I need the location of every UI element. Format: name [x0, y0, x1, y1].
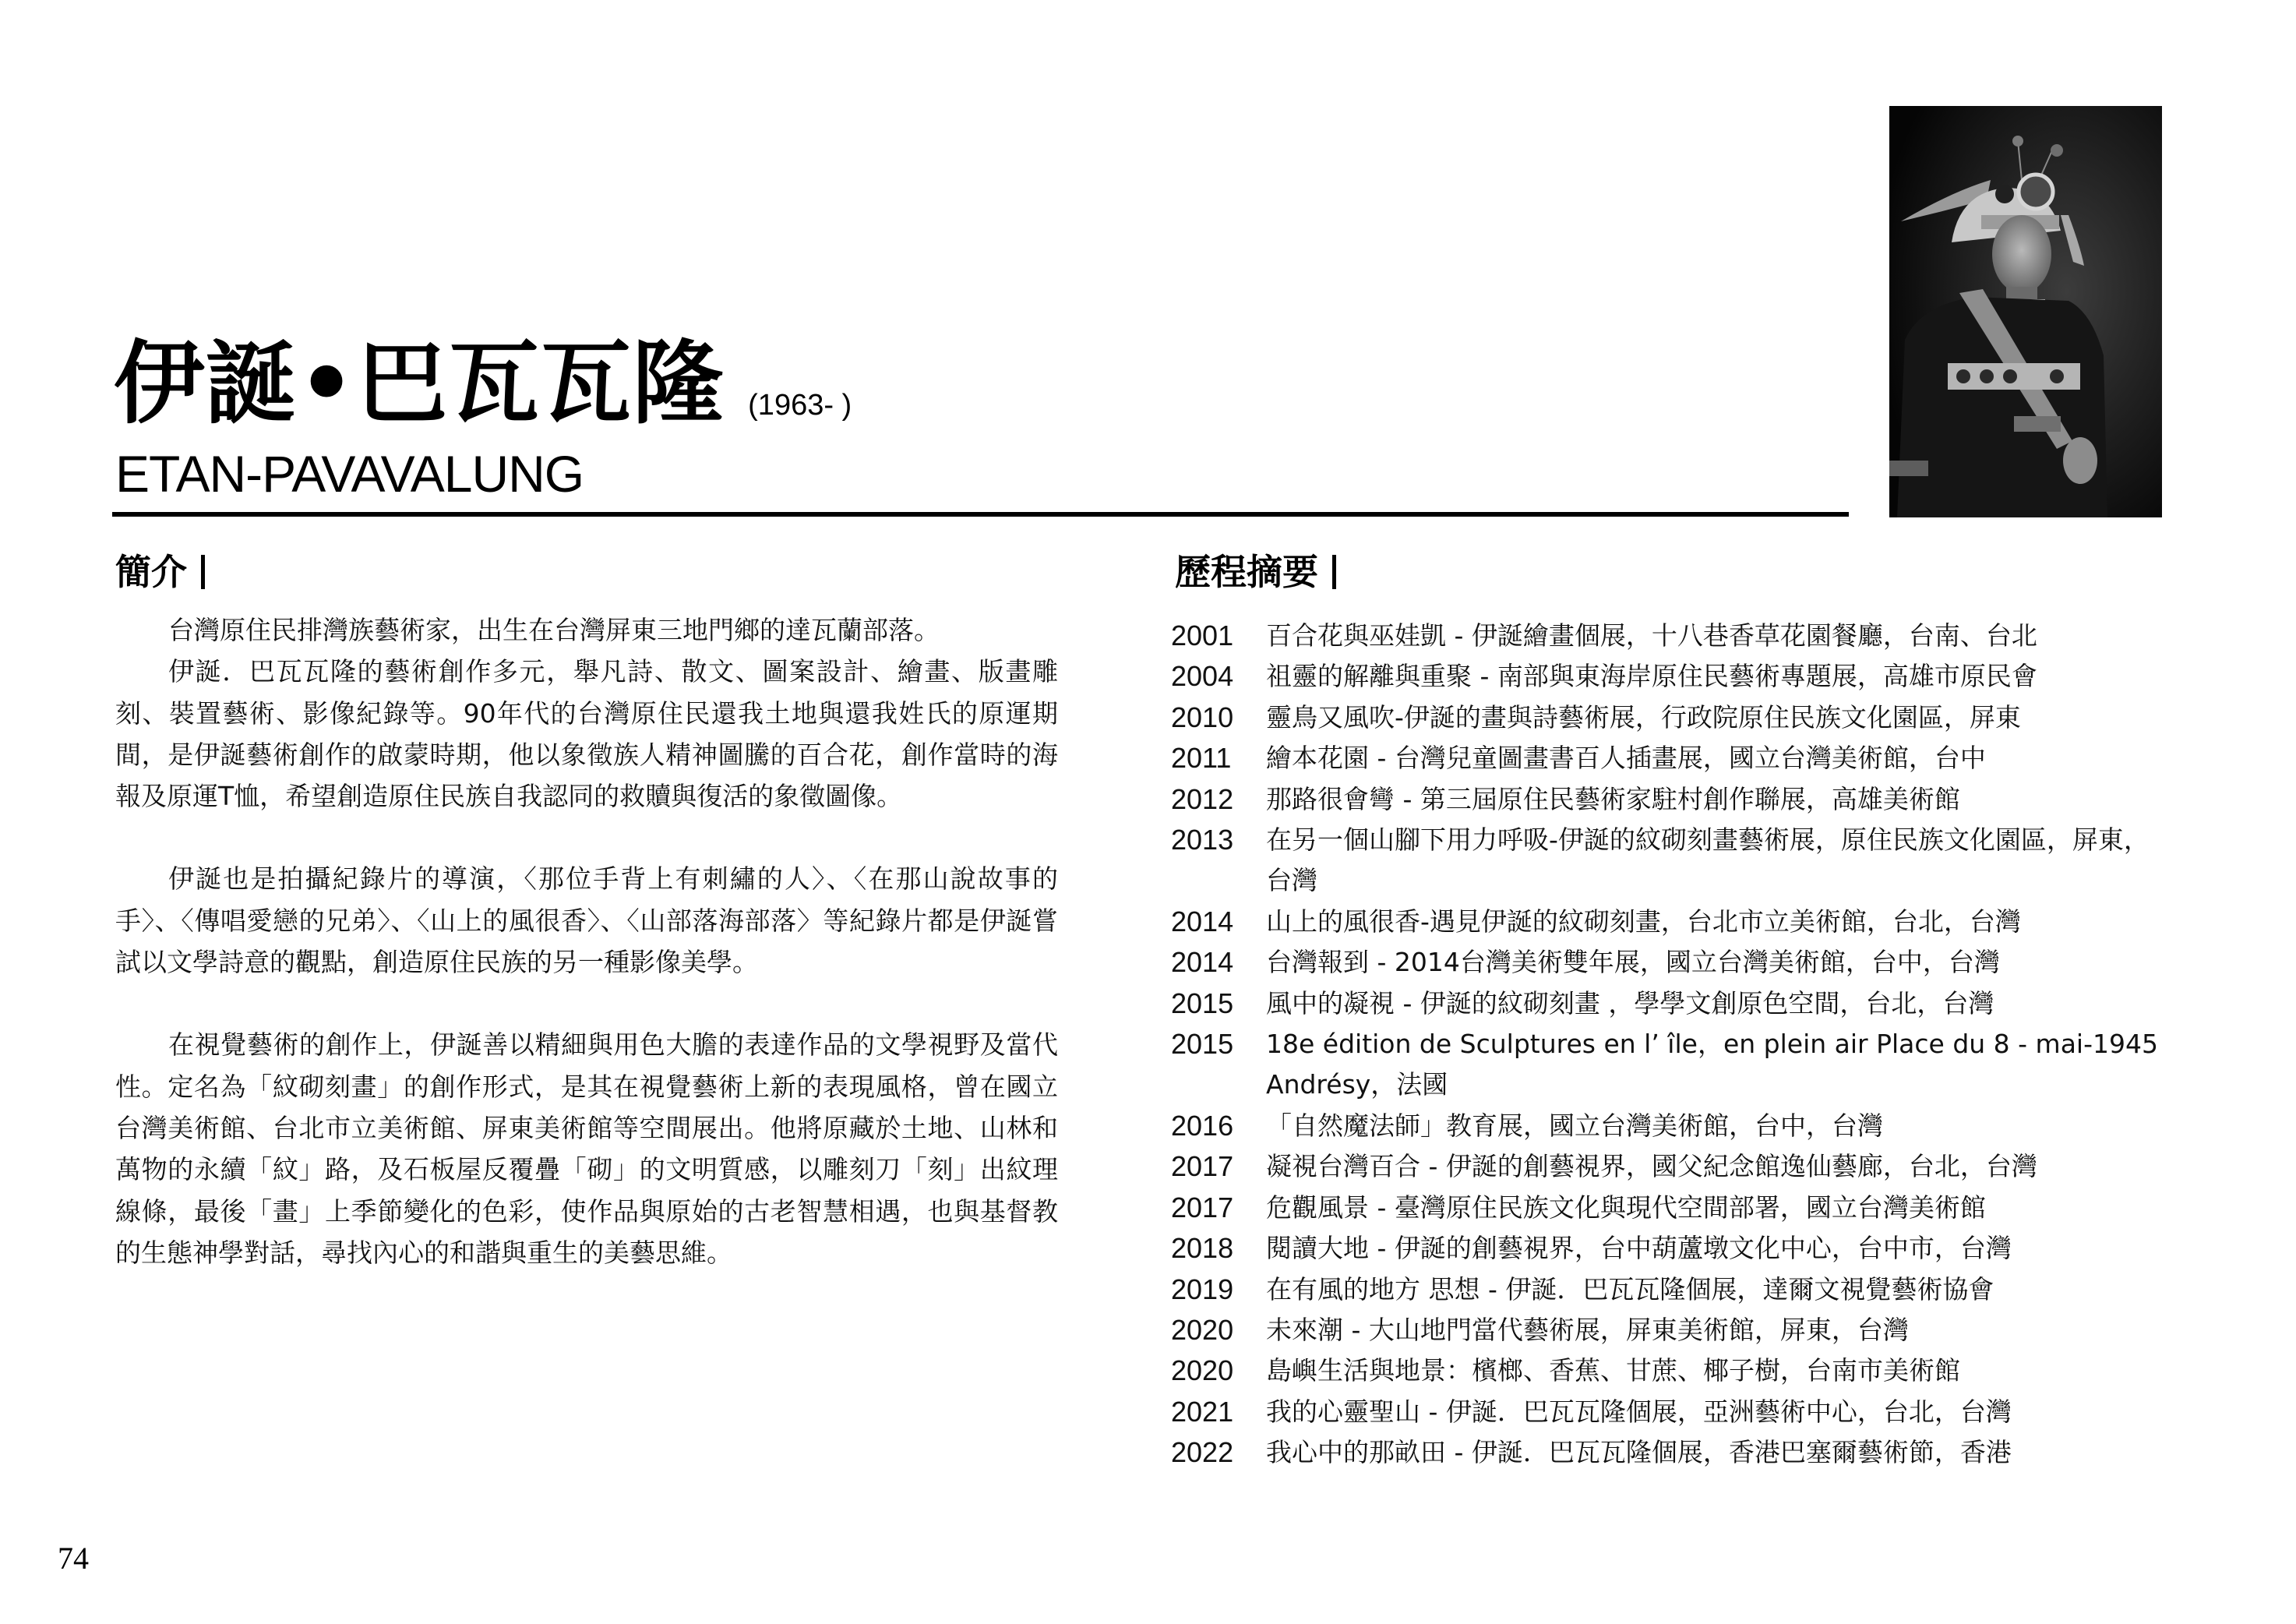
page-number: 74 [58, 1541, 89, 1576]
timeline-year: 2019 [1171, 1273, 1234, 1305]
title-divider [112, 512, 1849, 517]
timeline-entry [1171, 1106, 2160, 1146]
intro-heading [115, 550, 205, 594]
timeline-year: 2020 [1171, 1313, 1234, 1346]
timeline-entry [1171, 820, 2160, 902]
history-heading [1175, 550, 1336, 594]
heading-bar-decoration [201, 555, 205, 589]
timeline-year: 2021 [1171, 1395, 1234, 1428]
timeline-entry [1171, 779, 2160, 820]
timeline-year: 2016 [1171, 1109, 1234, 1142]
intro-paragraph: 伊誕．巴瓦瓦隆的藝術創作多元，舉凡詩、散文、圖案設計、繪畫、版畫雕刻、裝置藝術、影像紀錄等。90年代的台灣原住民還我土地與還我姓氏的原運期間，是伊誕藝術創作的啟蒙時期，他以象徵族人精神圖騰的百合花，創作當時的海報及原運T恤，希望創造原住民族自我認同的救贖與復活的象徵圖像。 [115, 656, 1058, 812]
artist-birth-year: (1963- ) [748, 389, 852, 422]
timeline-text: 凝視台灣百合 - 伊誕的創藝視界，國父紀念館逸仙藝廊，台北，台灣 [1266, 1151, 2037, 1182]
heading-bar-decoration [1332, 555, 1336, 589]
timeline-year: 2010 [1171, 701, 1234, 733]
timeline-entry [1171, 1432, 2160, 1473]
timeline-text: 在另一個山腳下用力呼吸-伊誕的紋砌刻畫藝術展，原住民族文化園區，屏東，台灣 [1266, 824, 2150, 896]
timeline-text: 未來潮 - 大山地門當代藝術展，屏東美術館，屏東，台灣 [1266, 1314, 1909, 1345]
timeline-text: 靈鳥又風吹-伊誕的畫與詩藝術展，行政院原住民族文化園區，屏東 [1266, 701, 2021, 733]
timeline-text: 百合花與巫娃凱 - 伊誕繪畫個展，十八巷香草花園餐廳，台南、台北 [1266, 620, 2037, 651]
timeline-text: 山上的風很香-遇見伊誕的紋砌刻畫，台北市立美術館，台北，台灣 [1266, 906, 2021, 937]
timeline-year: 2017 [1171, 1191, 1234, 1223]
timeline-text: 那路很會彎 - 第三屆原住民藝術家駐村創作聯展，高雄美術館 [1266, 783, 1960, 814]
timeline-year: 2011 [1171, 742, 1232, 775]
timeline-text: 繪本花園 - 台灣兒童圖畫書百人插畫展，國立台灣美術館，台中 [1266, 743, 1986, 774]
timeline-text: 危觀風景 - 臺灣原住民族文化與現代空間部署，國立台灣美術館 [1266, 1192, 1986, 1223]
timeline-year: 2014 [1171, 905, 1234, 937]
intro-paragraph: 台灣原住民排灣族藝術家，出生在台灣屏東三地門鄉的達瓦蘭部落。 [168, 615, 940, 645]
timeline-text: 祖靈的解離與重聚 - 南部與東海岸原住民藝術專題展，高雄市原民會 [1266, 661, 2037, 692]
artist-name-chinese: 伊誕•巴瓦瓦隆 [114, 331, 725, 436]
timeline-year: 2017 [1171, 1150, 1234, 1183]
timeline-entry [1171, 697, 2160, 738]
artist-name-latin: ETAN-PAVAVALUNG [115, 445, 584, 503]
paragraph-gap [115, 983, 1058, 1024]
timeline-text: 18e édition de Sculptures en l’ île，en plein air Place du 8 - mai-1945 Andrésy，法國 [1266, 1029, 2158, 1100]
artist-portrait [1889, 106, 2162, 517]
timeline-year: 2022 [1171, 1436, 1234, 1469]
timeline-text: 我的心靈聖山 - 伊誕．巴瓦瓦隆個展，亞洲藝術中心，台北，台灣 [1266, 1396, 2012, 1427]
timeline-entry [1171, 616, 2160, 656]
timeline-text: 島嶼生活與地景：檳榔、香蕉、甘蔗、椰子樹，台南市美術館 [1266, 1355, 1960, 1386]
portrait-image [1889, 106, 2162, 517]
timeline-entry [1171, 983, 2160, 1024]
timeline-entry [1171, 1024, 2160, 1106]
timeline-entry [1171, 1310, 2160, 1350]
timeline-entry [1171, 942, 2160, 983]
timeline-entry [1171, 1228, 2160, 1269]
intro-body [115, 609, 1058, 1273]
timeline-year: 2001 [1171, 620, 1234, 651]
paragraph-gap [115, 817, 1058, 858]
timeline-text: 我心中的那畝田 - 伊誕．巴瓦瓦隆個展，香港巴塞爾藝術節，香港 [1266, 1437, 2012, 1468]
intro-heading-label: 簡介 [115, 551, 187, 593]
timeline-text: 在有風的地方 思想 - 伊誕．巴瓦瓦隆個展，達爾文視覺藝術協會 [1266, 1273, 1994, 1304]
artist-title [114, 326, 852, 443]
timeline-text: 台灣報到 - 2014台灣美術雙年展，國立台灣美術館，台中，台灣 [1266, 947, 2000, 978]
timeline-year: 2004 [1171, 660, 1234, 693]
timeline-text: 閱讀大地 - 伊誕的創藝視界，台中葫蘆墩文化中心，台中市，台灣 [1266, 1233, 2012, 1264]
timeline-year: 2012 [1171, 782, 1234, 815]
timeline-entry [1171, 738, 2160, 778]
timeline-year: 2013 [1171, 824, 1234, 856]
timeline-entry [1171, 1392, 2160, 1432]
timeline-text: 風中的凝視 - 伊誕的紋砌刻畫 ，學學文創原色空間，台北，台灣 [1266, 987, 1994, 1019]
timeline-year: 2018 [1171, 1232, 1234, 1265]
timeline-entry [1171, 1269, 2160, 1310]
timeline-entry [1171, 1350, 2160, 1391]
timeline-entry [1171, 656, 2160, 697]
exhibition-timeline [1171, 616, 2160, 1474]
timeline-year: 2020 [1171, 1354, 1234, 1387]
intro-paragraph: 伊誕也是拍攝紀錄片的導演，〈那位手背上有刺繡的人〉、〈在那山說故事的手〉、〈傳唱愛戀的兄弟〉、〈山上的風很香〉、〈山部落海部落〉等紀錄片都是伊誕嘗試以文學詩意的觀點，創造原住民族的另一種影像美學。 [115, 863, 1058, 978]
timeline-entry [1171, 902, 2160, 942]
timeline-year: 2015 [1171, 1028, 1234, 1061]
intro-paragraph: 在視覺藝術的創作上，伊誕善以精細與用色大膽的表達作品的文學視野及當代性。定名為「紋砌刻畫」的創作形式，是其在視覺藝術上新的表現風格，曾在國立台灣美術館、台北市立美術館、屏東美術館等空間展出。他將原藏於土地、山林和萬物的永續「紋」路，及石板屋反覆疊「砌」的文明質感，以雕刻刀「刻」出紋理線條，最後「畫」上季節變化的色彩，使作品與原始的古老智慧相遇，也與基督教的生態神學對話，尋找內心的和諧與重生的美藝思維。 [115, 1029, 1058, 1268]
timeline-year: 2014 [1171, 946, 1234, 979]
timeline-entry [1171, 1188, 2160, 1228]
history-heading-label: 歷程摘要 [1175, 551, 1318, 593]
timeline-entry [1171, 1146, 2160, 1187]
timeline-text: 「自然魔法師」教育展，國立台灣美術館，台中，台灣 [1266, 1110, 1883, 1141]
timeline-year: 2015 [1171, 987, 1234, 1019]
